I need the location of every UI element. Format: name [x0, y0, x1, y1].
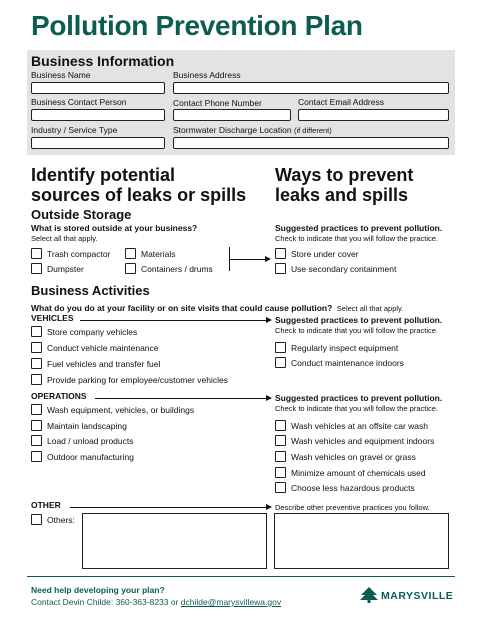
outside-storage-question: What is stored outside at your business?	[31, 223, 198, 233]
operations-label: OPERATIONS	[31, 391, 87, 401]
footer-divider	[27, 576, 455, 577]
inspect-equipment-checkbox[interactable]	[275, 342, 286, 353]
stormwater-label: Stormwater Discharge Location (if different)	[173, 125, 332, 135]
materials-checkbox[interactable]	[125, 248, 136, 259]
fuel-vehicles-label: Fuel vehicles and transfer fuel	[47, 359, 161, 369]
operations-arrow-line	[95, 398, 267, 399]
operations-suggested-heading: Suggested practices to prevent pollution.	[275, 393, 443, 403]
business-information-heading: Business Information	[31, 53, 175, 69]
minimize-chemicals-checkbox[interactable]	[275, 467, 286, 478]
contact-phone-field[interactable]	[173, 109, 291, 121]
vehicle-maintenance-checkbox[interactable]	[31, 342, 42, 353]
footer-help-text: Need help developing your plan?	[31, 585, 165, 595]
vehicles-suggested-instruction: Check to indicate that you will follow the practice.	[275, 326, 438, 335]
dumpster-checkbox[interactable]	[31, 263, 42, 274]
containers-drums-checkbox[interactable]	[125, 263, 136, 274]
others-text-box[interactable]	[82, 513, 267, 569]
wash-on-gravel-label: Wash vehicles on gravel or grass	[291, 452, 416, 462]
storage-suggested-instruction: Check to indicate that you will follow the practice.	[275, 234, 438, 243]
secondary-containment-label: Use secondary containment	[291, 264, 397, 274]
wash-on-gravel-checkbox[interactable]	[275, 451, 286, 462]
outdoor-manufacturing-checkbox[interactable]	[31, 451, 42, 462]
load-unload-checkbox[interactable]	[31, 435, 42, 446]
marysville-logo-icon	[359, 586, 379, 604]
maintain-landscaping-label: Maintain landscaping	[47, 421, 127, 431]
contact-email-field[interactable]	[298, 109, 449, 121]
wash-indoors-checkbox[interactable]	[275, 435, 286, 446]
stormwater-field[interactable]	[173, 137, 449, 149]
trash-compactor-label: Trash compactor	[47, 249, 111, 259]
less-hazardous-label: Choose less hazardous products	[291, 483, 415, 493]
less-hazardous-checkbox[interactable]	[275, 482, 286, 493]
others-label: Others:	[47, 515, 75, 525]
vehicles-label: VEHICLES	[31, 313, 74, 323]
outside-storage-heading: Outside Storage	[31, 207, 132, 222]
inspect-equipment-label: Regularly inspect equipment	[291, 343, 399, 353]
industry-label: Industry / Service Type	[31, 125, 118, 135]
wash-indoors-label: Wash vehicles and equipment indoors	[291, 436, 435, 446]
industry-field[interactable]	[31, 137, 165, 149]
provide-parking-label: Provide parking for employee/customer vehicles	[47, 375, 228, 385]
store-under-cover-checkbox[interactable]	[275, 248, 286, 259]
contact-phone-label: Contact Phone Number	[173, 98, 262, 108]
contact-email-link[interactable]: dchilde@marysvillewa.gov	[180, 597, 282, 607]
storage-arrow-head	[265, 256, 271, 262]
business-activities-question: What do you do at your facility or on site visits that could cause pollution? Select all that apply.	[31, 303, 404, 313]
describe-practices-label: Describe other preventive practices you follow.	[275, 503, 430, 512]
vehicles-suggested-heading: Suggested practices to prevent pollution.	[275, 315, 443, 325]
containers-drums-label: Containers / drums	[141, 264, 213, 274]
page-title: Pollution Prevention Plan	[31, 10, 363, 41]
outside-storage-instruction: Select all that apply.	[31, 234, 98, 243]
wash-equipment-label: Wash equipment, vehicles, or buildings	[47, 405, 195, 415]
contact-person-field[interactable]	[31, 109, 165, 121]
store-company-vehicles-label: Store company vehicles	[47, 327, 138, 337]
business-address-field[interactable]	[173, 82, 449, 94]
business-name-label: Business Name	[31, 70, 91, 80]
vehicles-arrow-line	[80, 320, 267, 321]
trash-compactor-checkbox[interactable]	[31, 248, 42, 259]
business-address-label: Business Address	[173, 70, 241, 80]
wash-equipment-checkbox[interactable]	[31, 404, 42, 415]
provide-parking-checkbox[interactable]	[31, 374, 42, 385]
other-arrow-line	[70, 507, 267, 508]
identify-sources-heading: Identify potential sources of leaks or spills	[31, 165, 247, 205]
vehicle-maintenance-label: Conduct vehicle maintenance	[47, 343, 159, 353]
materials-label: Materials	[141, 249, 176, 259]
contact-person-label: Business Contact Person	[31, 97, 127, 107]
store-company-vehicles-checkbox[interactable]	[31, 326, 42, 337]
operations-suggested-instruction: Check to indicate that you will follow the practice.	[275, 404, 438, 413]
other-arrow-head	[266, 504, 272, 510]
dumpster-label: Dumpster	[47, 264, 84, 274]
outdoor-manufacturing-label: Outdoor manufacturing	[47, 452, 134, 462]
store-under-cover-label: Store under cover	[291, 249, 359, 259]
minimize-chemicals-label: Minimize amount of chemicals used	[291, 468, 426, 478]
operations-arrow-head	[266, 395, 272, 401]
footer-contact: Contact Devin Childe: 360-363-8233 or dchilde@marysvillewa.gov	[31, 597, 282, 607]
others-checkbox[interactable]	[31, 514, 42, 525]
marysville-logo-text: MARYSVILLE	[381, 590, 454, 602]
maintenance-indoors-checkbox[interactable]	[275, 357, 286, 368]
ways-to-prevent-heading: Ways to prevent leaks and spills	[275, 165, 414, 205]
business-activities-heading: Business Activities	[31, 283, 150, 298]
describe-practices-box[interactable]	[274, 513, 449, 569]
maintenance-indoors-label: Conduct maintenance indoors	[291, 358, 404, 368]
offsite-car-wash-checkbox[interactable]	[275, 420, 286, 431]
business-name-field[interactable]	[31, 82, 165, 94]
load-unload-label: Load / unload products	[47, 436, 134, 446]
secondary-containment-checkbox[interactable]	[275, 263, 286, 274]
storage-suggested-heading: Suggested practices to prevent pollution.	[275, 223, 443, 233]
other-label: OTHER	[31, 500, 61, 510]
fuel-vehicles-checkbox[interactable]	[31, 358, 42, 369]
storage-arrow-line	[229, 259, 266, 260]
maintain-landscaping-checkbox[interactable]	[31, 420, 42, 431]
contact-email-label: Contact Email Address	[298, 97, 384, 107]
vehicles-arrow-head	[266, 317, 272, 323]
offsite-car-wash-label: Wash vehicles at an offsite car wash	[291, 421, 429, 431]
